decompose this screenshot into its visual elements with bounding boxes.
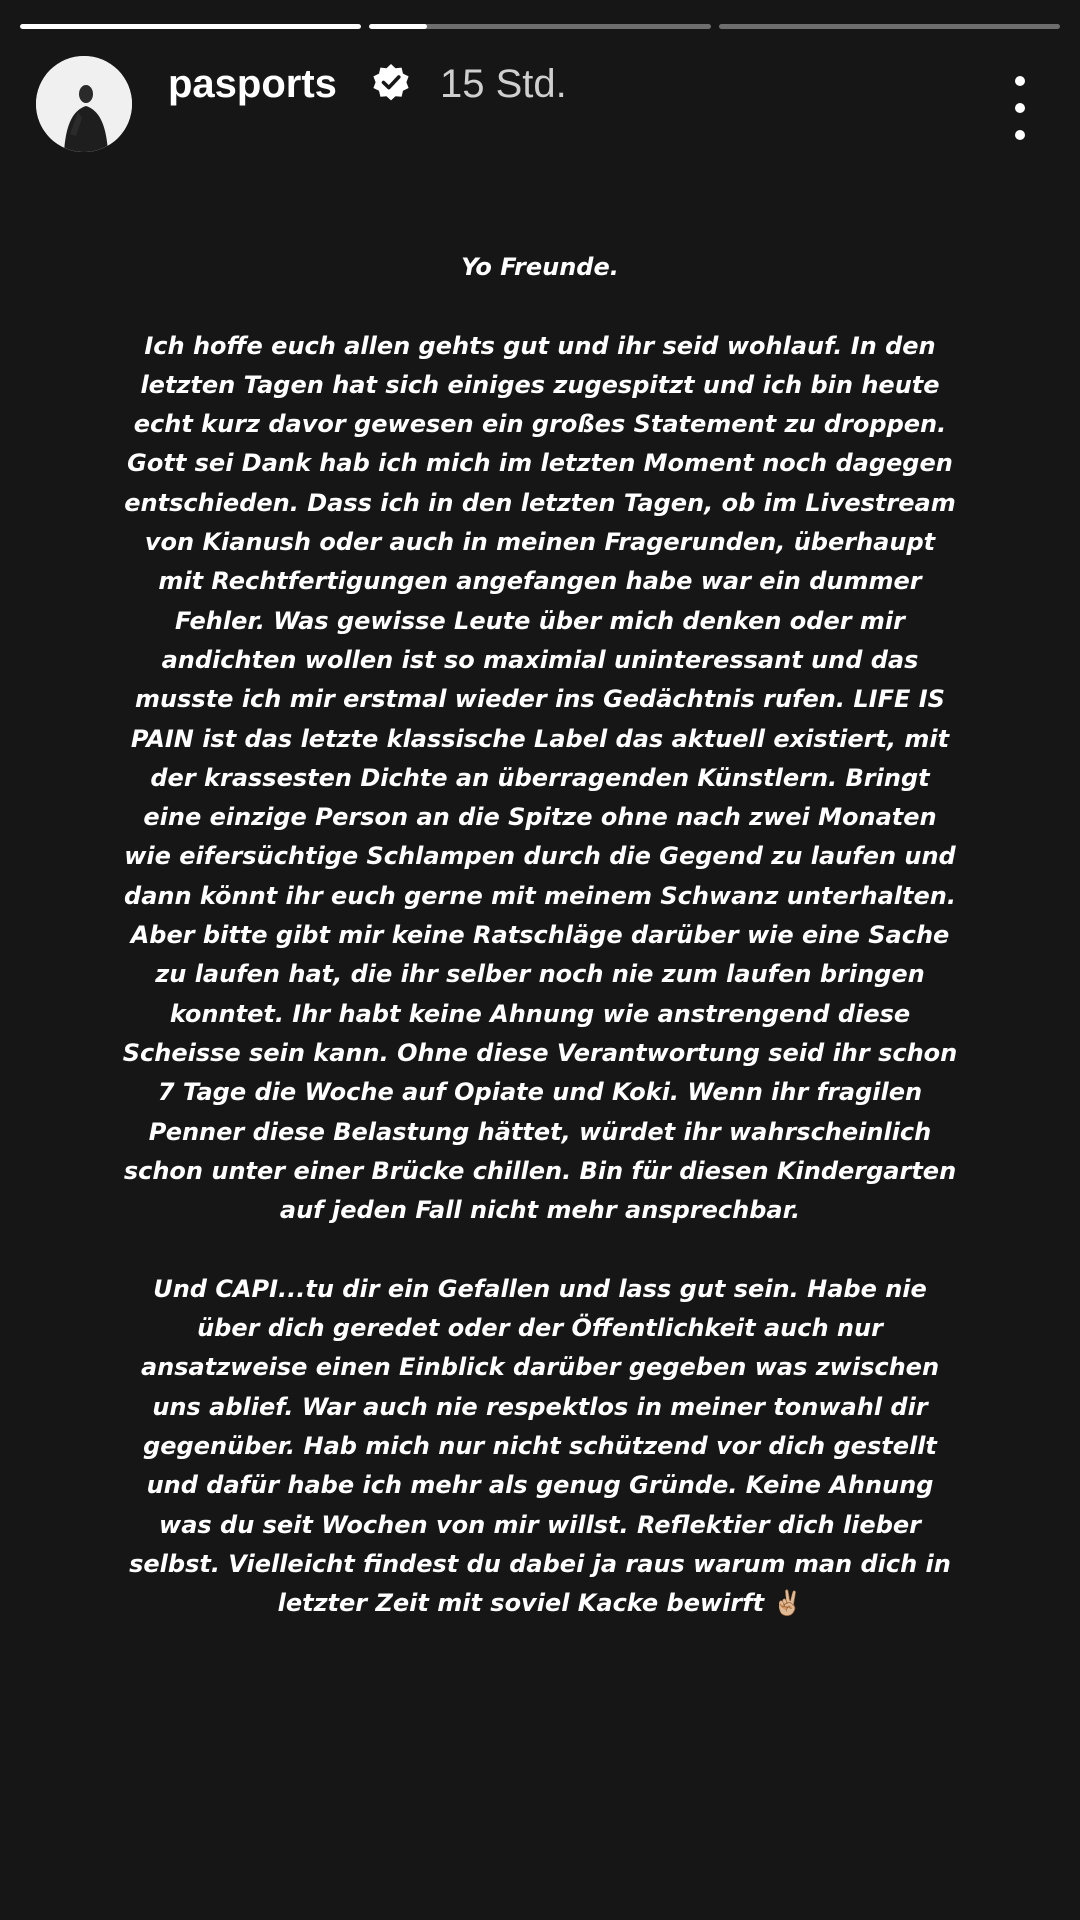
- paragraph-spacer: [120, 1230, 960, 1269]
- profile-photo-icon: [36, 56, 132, 152]
- story-header: [36, 56, 1044, 156]
- story-progress-fill: [20, 24, 361, 29]
- username[interactable]: pasports: [168, 62, 337, 106]
- story-paragraph-1: Ich hoffe euch allen gehts gut und ihr seid wohlauf. In den letzten Tagen hat sich einiges zugespitzt und ich bin heute echt kurz davor gewesen ein großes Statement zu droppen. Gott sei Dank hab ich mich im letzten Moment noch dagegen entschieden. Dass ich in den letzten Tagen, ob im Livestream von Kianush oder auch in meinen Fragerunden, überhaupt mit Rechtfertigungen angefangen habe war ein dummer Fehler. Was gewisse Leute über mich denken oder mir andichten wollen ist so maximial uninteressant und das musste ich mir erstmal wieder ins Gedächtnis rufen. LIFE IS PAIN ist das letzte klassische Label das aktuell existiert, mit der krassesten Dichte an überragenden Künstlern. Bringt eine einzige Person an die Spitze ohne nach zwei Monaten wie eifersüchtige Schlampen durch die Gegend zu laufen und dann könnt ihr euch gerne mit meinem Schwanz unterhalten. Aber bitte gibt mir keine Ratschläge darüber wie eine Sache zu laufen hat, die ihr selber noch nie zum laufen bringen konntet. Ihr habt keine Ahnung wie anstrengend diese Scheisse sein kann. Ohne diese Verantwortung seid ihr schon 7 Tage die Woche auf Opiate und Koki. Wenn ihr fragilen Penner diese Belastung hättet, würdet ihr wahrscheinlich schon unter einer Brücke chillen. Bin für diesen Kindergarten auf jeden Fall nicht mehr ansprechbar.: [122, 331, 958, 1225]
- story-progress-bars: [20, 24, 1060, 29]
- story-progress-segment: [369, 24, 710, 29]
- story-progress-fill: [369, 24, 427, 29]
- peace-sign-emoji-icon: ✌🏼: [772, 1589, 803, 1618]
- story-paragraph-2: [120, 1270, 960, 1624]
- more-options-button[interactable]: [1004, 76, 1036, 140]
- story-greeting: Yo Freunde.: [461, 253, 619, 281]
- more-vertical-icon: [1015, 130, 1025, 140]
- post-time: 15 Std.: [440, 62, 567, 106]
- verified-badge-icon: [370, 62, 412, 104]
- paragraph-spacer: [120, 287, 960, 326]
- story-text-block: [120, 248, 960, 1623]
- avatar[interactable]: [36, 56, 132, 152]
- story-paragraph-2-text: Und CAPI...tu dir ein Gefallen und lass gut sein. Habe nie über dich geredet oder der Öffentlichkeit auch nur ansatzweise einen Einblick darüber gegeben was zwischen uns ablief. War auch nie respektlos in meiner tonwahl dir gegenüber. Hab mich nur nicht schützend vor dich gestellt und dafür habe ich mehr als genug Gründe. Keine Ahnung was du seit Wochen von mir willst. Reflektier dich lieber selbst. Vielleicht findest du dabei ja raus warum man dich in letzter Zeit mit soviel Kacke bewirft: [129, 1274, 951, 1618]
- story-progress-segment: [719, 24, 1060, 29]
- more-vertical-icon: [1015, 76, 1025, 86]
- more-vertical-icon: [1015, 103, 1025, 113]
- story-progress-segment: [20, 24, 361, 29]
